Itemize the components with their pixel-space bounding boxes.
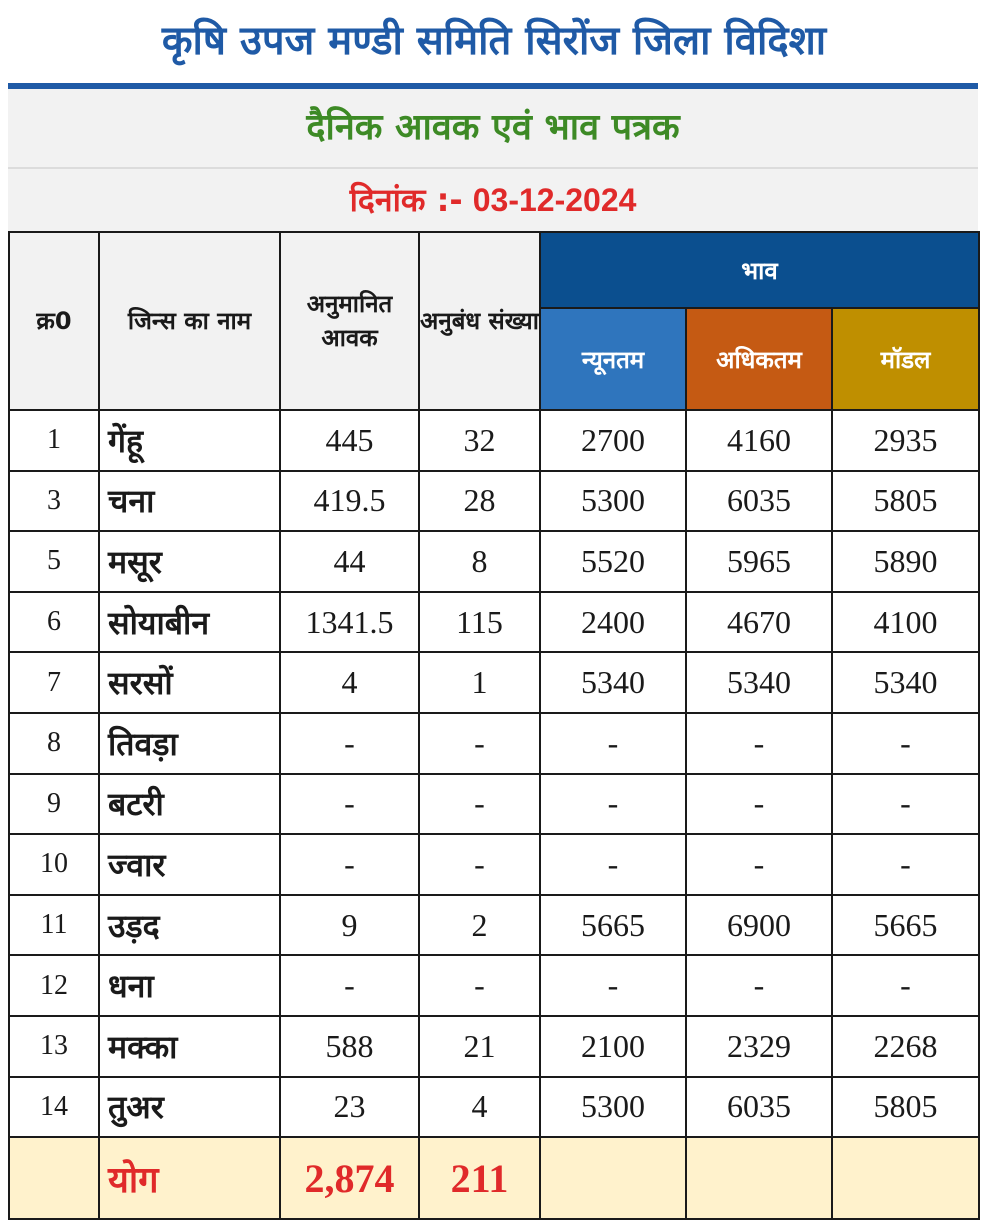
- cell-arrival: -: [280, 713, 419, 774]
- cell-min: 5340: [540, 652, 686, 713]
- cell-sno: 13: [9, 1016, 99, 1077]
- cell-min: -: [540, 713, 686, 774]
- cell-modal: 4100: [832, 592, 979, 653]
- total-modal-cell: [832, 1137, 979, 1219]
- total-sno-cell: [9, 1137, 99, 1219]
- table-row: [9, 471, 979, 532]
- cell-max: -: [686, 955, 832, 1016]
- cell-min: 2400: [540, 592, 686, 653]
- cell-max: 5340: [686, 652, 832, 713]
- table-row: [9, 531, 979, 592]
- cell-contracts: -: [419, 834, 540, 895]
- page-title: कृषि उपज मण्डी समिति सिरोंज जिला विदिशा: [161, 18, 827, 64]
- cell-arrival: 588: [280, 1016, 419, 1077]
- cell-contracts: 115: [419, 592, 540, 653]
- cell-arrival: -: [280, 774, 419, 835]
- table-row: [9, 592, 979, 653]
- header-modal: मॉडल: [832, 308, 979, 410]
- subtitle-band: [8, 89, 978, 169]
- cell-crop: मक्का: [99, 1016, 280, 1077]
- cell-crop: सरसों: [99, 652, 280, 713]
- cell-sno: 11: [9, 895, 99, 956]
- table-row: [9, 1077, 979, 1138]
- cell-min: -: [540, 834, 686, 895]
- header-row-top: [9, 232, 979, 308]
- cell-modal: -: [832, 955, 979, 1016]
- cell-crop: उड़द: [99, 895, 280, 956]
- total-label: योग: [99, 1137, 280, 1219]
- cell-arrival: 419.5: [280, 471, 419, 532]
- cell-modal: 5805: [832, 1077, 979, 1138]
- total-contracts: 211: [419, 1137, 540, 1219]
- cell-contracts: 32: [419, 410, 540, 471]
- cell-arrival: 1341.5: [280, 592, 419, 653]
- table-row: [9, 713, 979, 774]
- cell-sno: 5: [9, 531, 99, 592]
- cell-contracts: 2: [419, 895, 540, 956]
- cell-sno: 8: [9, 713, 99, 774]
- cell-modal: 5890: [832, 531, 979, 592]
- cell-min: 5300: [540, 1077, 686, 1138]
- header-crop: जिन्स का नाम: [99, 232, 280, 410]
- cell-max: 6035: [686, 471, 832, 532]
- cell-modal: 5665: [832, 895, 979, 956]
- header-min: न्यूनतम: [540, 308, 686, 410]
- cell-sno: 9: [9, 774, 99, 835]
- cell-min: 2100: [540, 1016, 686, 1077]
- total-arrival: 2,874: [280, 1137, 419, 1219]
- cell-contracts: 28: [419, 471, 540, 532]
- cell-contracts: -: [419, 955, 540, 1016]
- cell-contracts: -: [419, 713, 540, 774]
- table-row: [9, 895, 979, 956]
- cell-max: 4160: [686, 410, 832, 471]
- cell-modal: 5805: [832, 471, 979, 532]
- table-body: [9, 410, 979, 1219]
- cell-contracts: -: [419, 774, 540, 835]
- table-row: [9, 410, 979, 471]
- header-max: अधिकतम: [686, 308, 832, 410]
- cell-max: -: [686, 713, 832, 774]
- cell-contracts: 4: [419, 1077, 540, 1138]
- cell-sno: 12: [9, 955, 99, 1016]
- cell-modal: -: [832, 713, 979, 774]
- cell-crop: तुअर: [99, 1077, 280, 1138]
- cell-max: 6900: [686, 895, 832, 956]
- cell-sno: 10: [9, 834, 99, 895]
- table-row: [9, 955, 979, 1016]
- cell-modal: 2268: [832, 1016, 979, 1077]
- table-row: [9, 834, 979, 895]
- cell-arrival: 44: [280, 531, 419, 592]
- date-label: दिनांक :-: [349, 181, 463, 219]
- header-arrival: अनुमानित आवक: [280, 232, 419, 410]
- cell-sno: 3: [9, 471, 99, 532]
- cell-arrival: 23: [280, 1077, 419, 1138]
- cell-max: 6035: [686, 1077, 832, 1138]
- table-row: [9, 774, 979, 835]
- cell-modal: -: [832, 834, 979, 895]
- cell-crop: गेंहू: [99, 410, 280, 471]
- total-min-cell: [540, 1137, 686, 1219]
- cell-arrival: 9: [280, 895, 419, 956]
- cell-arrival: 445: [280, 410, 419, 471]
- cell-crop: धना: [99, 955, 280, 1016]
- cell-crop: मसूर: [99, 531, 280, 592]
- date-value: 03-12-2024: [472, 182, 637, 218]
- cell-min: -: [540, 955, 686, 1016]
- cell-modal: -: [832, 774, 979, 835]
- table-row: [9, 1016, 979, 1077]
- cell-max: -: [686, 834, 832, 895]
- cell-max: -: [686, 774, 832, 835]
- cell-crop: बटरी: [99, 774, 280, 835]
- cell-crop: ज्वार: [99, 834, 280, 895]
- cell-min: 5665: [540, 895, 686, 956]
- cell-max: 5965: [686, 531, 832, 592]
- cell-min: 5520: [540, 531, 686, 592]
- cell-sno: 6: [9, 592, 99, 653]
- cell-arrival: 4: [280, 652, 419, 713]
- cell-modal: 2935: [832, 410, 979, 471]
- cell-max: 2329: [686, 1016, 832, 1077]
- cell-arrival: -: [280, 955, 419, 1016]
- cell-sno: 1: [9, 410, 99, 471]
- cell-modal: 5340: [832, 652, 979, 713]
- cell-arrival: -: [280, 834, 419, 895]
- cell-min: 5300: [540, 471, 686, 532]
- rates-table: [8, 231, 980, 1220]
- cell-min: 2700: [540, 410, 686, 471]
- total-max-cell: [686, 1137, 832, 1219]
- cell-min: -: [540, 774, 686, 835]
- page-subtitle: दैनिक आवक एवं भाव पत्रक: [306, 107, 680, 148]
- cell-contracts: 21: [419, 1016, 540, 1077]
- header-contracts: अनुबंध संख्या: [419, 232, 540, 410]
- cell-contracts: 1: [419, 652, 540, 713]
- total-row: [9, 1137, 979, 1219]
- cell-max: 4670: [686, 592, 832, 653]
- date-band: [8, 169, 978, 231]
- header-bhav: भाव: [540, 232, 979, 308]
- cell-sno: 7: [9, 652, 99, 713]
- cell-crop: तिवड़ा: [99, 713, 280, 774]
- cell-crop: सोयाबीन: [99, 592, 280, 653]
- table-row: [9, 652, 979, 713]
- cell-sno: 14: [9, 1077, 99, 1138]
- header-sno: क्र0: [9, 232, 99, 410]
- cell-crop: चना: [99, 471, 280, 532]
- cell-contracts: 8: [419, 531, 540, 592]
